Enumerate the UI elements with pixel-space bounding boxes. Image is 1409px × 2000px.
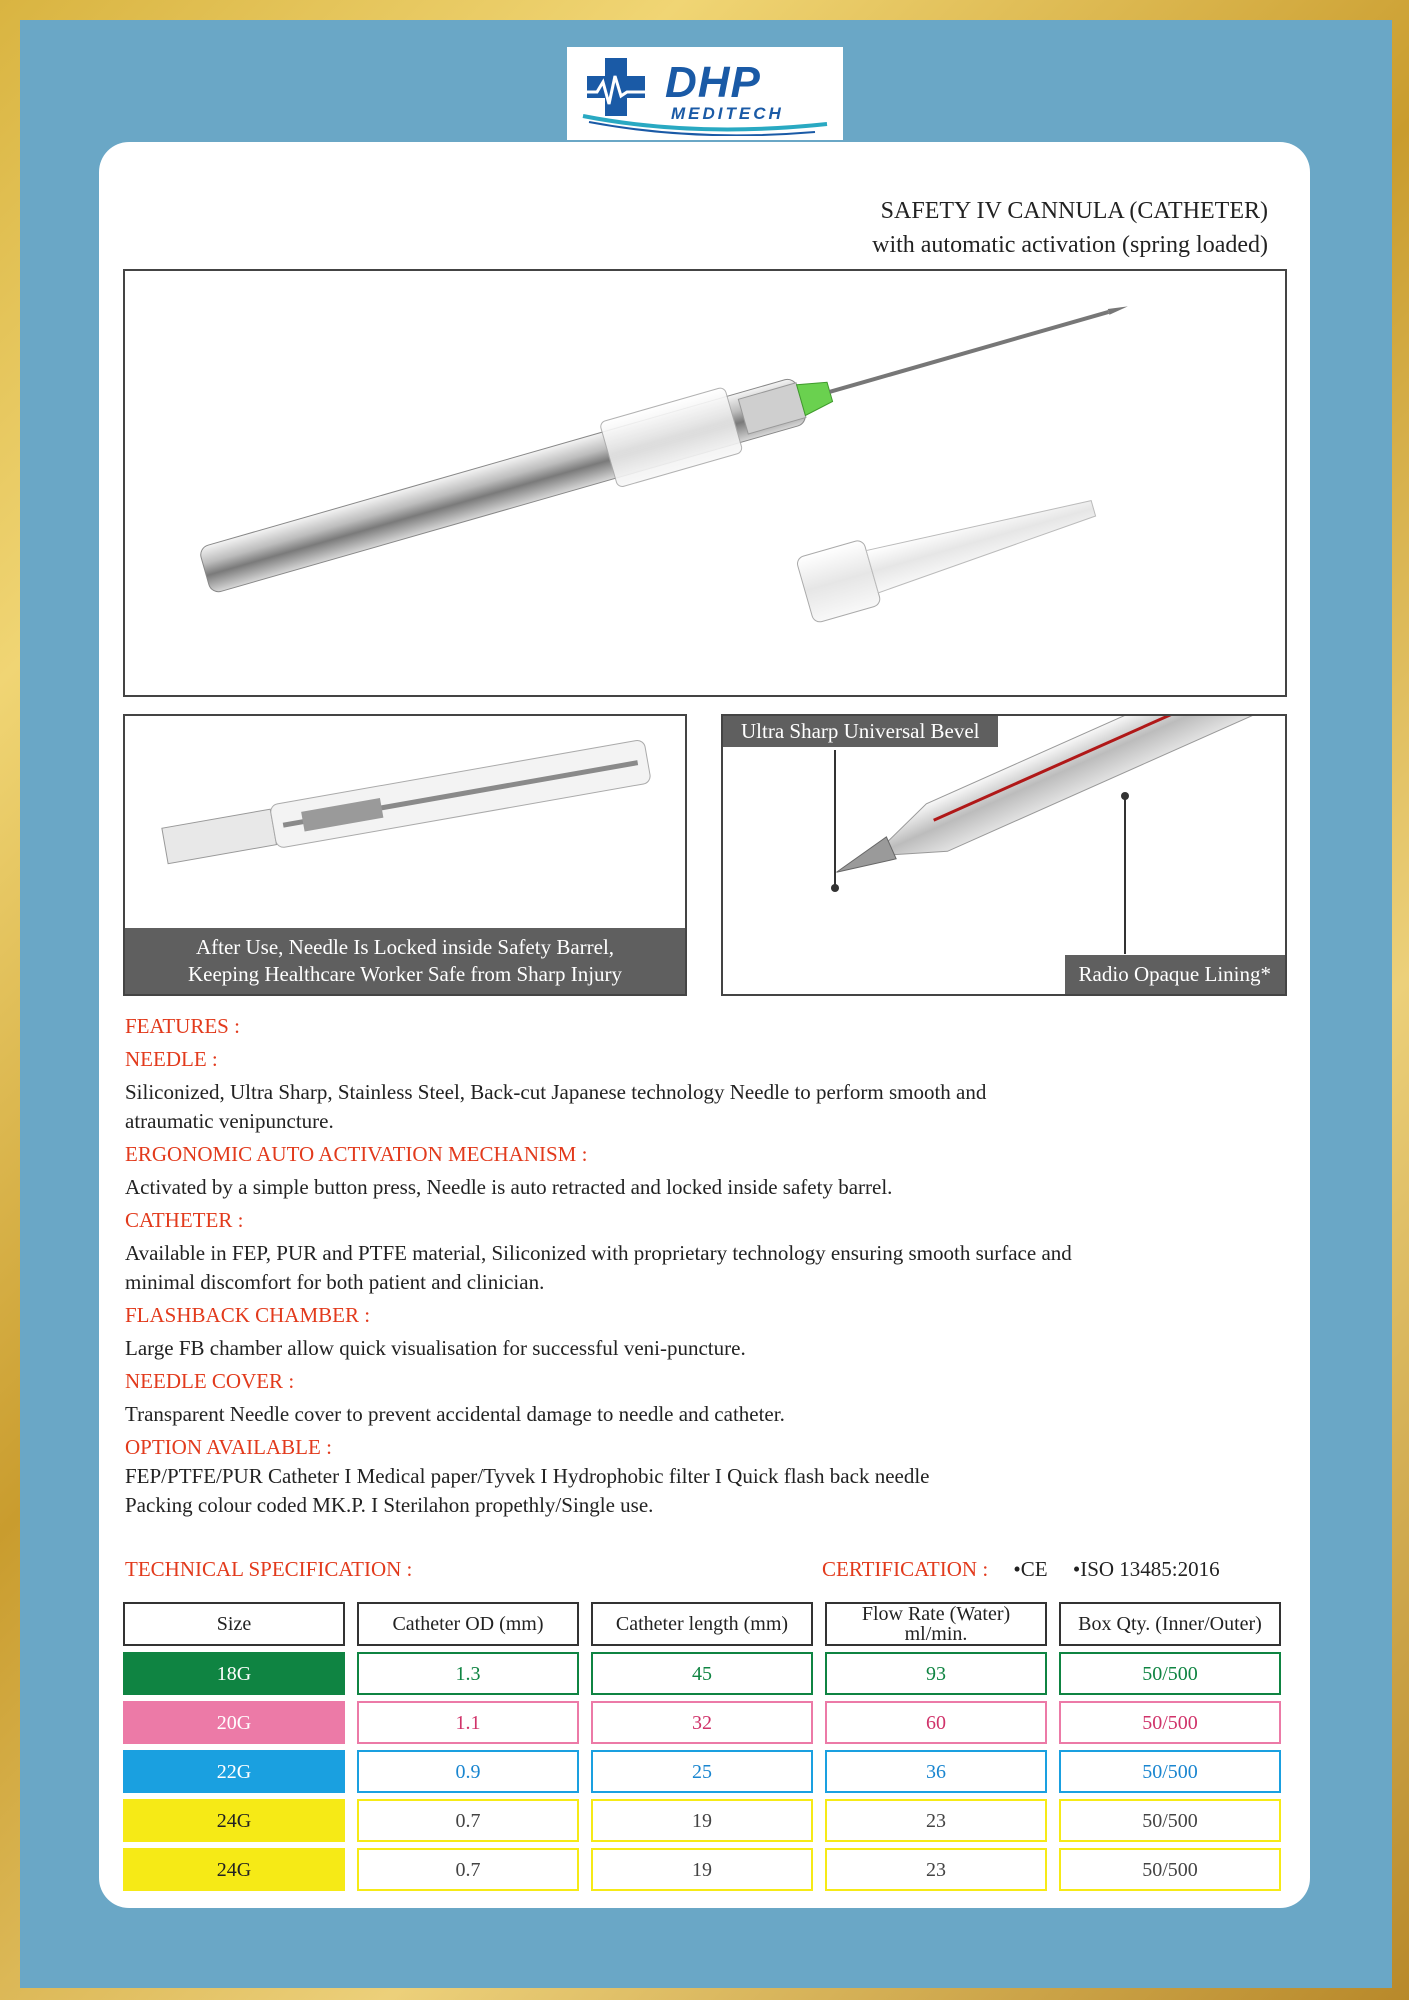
table-row xyxy=(123,1750,1281,1793)
flashback-heading: FLASHBACK CHAMBER : xyxy=(125,1303,371,1327)
table-row xyxy=(123,1652,1281,1695)
spec-header xyxy=(125,1557,1285,1582)
length-cell: 32 xyxy=(591,1701,813,1744)
flow-cell: 23 xyxy=(825,1848,1047,1891)
catheter-text-1: Available in FEP, PUR and PTFE material, Siliconized with proprietary technology ensuring smooth surface and xyxy=(125,1241,1072,1265)
certification xyxy=(822,1557,1220,1582)
iv-cannula-illustration xyxy=(125,271,1287,697)
flow-cell: 93 xyxy=(825,1652,1047,1695)
box-cell: 50/500 xyxy=(1059,1848,1281,1891)
cert-ce: •CE xyxy=(1013,1557,1048,1581)
features-heading: FEATURES : xyxy=(125,1014,240,1038)
od-cell: 0.7 xyxy=(357,1848,579,1891)
ergo-text: Activated by a simple button press, Needle is auto retracted and locked inside safety barrel. xyxy=(125,1175,893,1199)
flashback-text: Large FB chamber allow quick visualisation for successful veni-puncture. xyxy=(125,1336,746,1360)
content-card xyxy=(99,142,1310,1908)
length-cell: 19 xyxy=(591,1848,813,1891)
od-cell: 0.9 xyxy=(357,1750,579,1793)
locked-needle-panel xyxy=(123,714,687,996)
ergo-heading: ERGONOMIC AUTO ACTIVATION MECHANISM : xyxy=(125,1142,588,1166)
table-row xyxy=(123,1701,1281,1744)
option-text-1: FEP/PTFE/PUR Catheter I Medical paper/Tyvek I Hydrophobic filter I Quick flash back needle xyxy=(125,1464,930,1488)
bevel-detail-panel xyxy=(721,714,1287,996)
header-catheter-od: Catheter OD (mm) xyxy=(357,1602,579,1646)
box-cell: 50/500 xyxy=(1059,1799,1281,1842)
product-hero-image xyxy=(123,269,1287,697)
od-cell: 1.1 xyxy=(357,1701,579,1744)
spec-heading: TECHNICAL SPECIFICATION : xyxy=(125,1557,413,1581)
header-flow-rate: Flow Rate (Water) ml/min. xyxy=(825,1602,1047,1646)
catheter-text-2: minimal discomfort for both patient and clinician. xyxy=(125,1270,545,1294)
needle-bevel-illustration xyxy=(723,716,1287,996)
size-cell: 20G xyxy=(123,1701,345,1744)
length-cell: 19 xyxy=(591,1799,813,1842)
needle-text-1: Siliconized, Ultra Sharp, Stainless Steel, Back-cut Japanese technology Needle to perform smooth and xyxy=(125,1080,987,1104)
table-row xyxy=(123,1848,1281,1891)
caption-line-1: After Use, Needle Is Locked inside Safety Barrel, xyxy=(195,935,615,959)
box-cell: 50/500 xyxy=(1059,1652,1281,1695)
safety-barrel-illustration xyxy=(125,716,687,916)
needle-cover-text: Transparent Needle cover to prevent accidental damage to needle and catheter. xyxy=(125,1402,785,1426)
size-cell: 24G xyxy=(123,1799,345,1842)
flow-cell: 36 xyxy=(825,1750,1047,1793)
cert-label: CERTIFICATION : xyxy=(822,1557,989,1581)
flow-cell: 23 xyxy=(825,1799,1047,1842)
needle-cover-heading: NEEDLE COVER : xyxy=(125,1369,295,1393)
od-cell: 1.3 xyxy=(357,1652,579,1695)
cert-iso: •ISO 13485:2016 xyxy=(1072,1557,1220,1581)
od-cell: 0.7 xyxy=(357,1799,579,1842)
bevel-caption: Ultra Sharp Universal Bevel xyxy=(723,716,998,747)
size-cell: 18G xyxy=(123,1652,345,1695)
size-cell: 24G xyxy=(123,1848,345,1891)
size-cell: 22G xyxy=(123,1750,345,1793)
caption-line-2: Keeping Healthcare Worker Safe from Sharp Injury xyxy=(187,962,623,986)
catheter-heading: CATHETER : xyxy=(125,1208,244,1232)
header-size: Size xyxy=(123,1602,345,1646)
spec-header-row xyxy=(123,1602,1281,1646)
length-cell: 45 xyxy=(591,1652,813,1695)
option-text-2: Packing colour coded MK.P. I Sterilahon propethly/Single use. xyxy=(125,1493,654,1517)
header-box-qty: Box Qty. (Inner/Outer) xyxy=(1059,1602,1281,1646)
option-heading: OPTION AVAILABLE : xyxy=(125,1435,332,1459)
brand-name: DHP xyxy=(665,57,761,107)
table-row xyxy=(123,1799,1281,1842)
page-title xyxy=(872,194,1268,262)
spec-table xyxy=(111,1596,1293,1897)
title-line-2: with automatic activation (spring loaded) xyxy=(872,232,1268,258)
radio-opaque-caption: Radio Opaque Lining* xyxy=(1065,955,1285,994)
title-line-1: SAFETY IV CANNULA (CATHETER) xyxy=(880,198,1268,224)
header-catheter-length: Catheter length (mm) xyxy=(591,1602,813,1646)
locked-needle-caption xyxy=(125,928,685,994)
brand-subname: MEDITECH xyxy=(671,103,784,123)
needle-text-2: atraumatic venipuncture. xyxy=(125,1109,334,1133)
brand-logo xyxy=(567,47,843,140)
box-cell: 50/500 xyxy=(1059,1701,1281,1744)
features-section xyxy=(125,1012,1265,1520)
needle-heading: NEEDLE : xyxy=(125,1047,218,1071)
length-cell: 25 xyxy=(591,1750,813,1793)
flow-cell: 60 xyxy=(825,1701,1047,1744)
box-cell: 50/500 xyxy=(1059,1750,1281,1793)
